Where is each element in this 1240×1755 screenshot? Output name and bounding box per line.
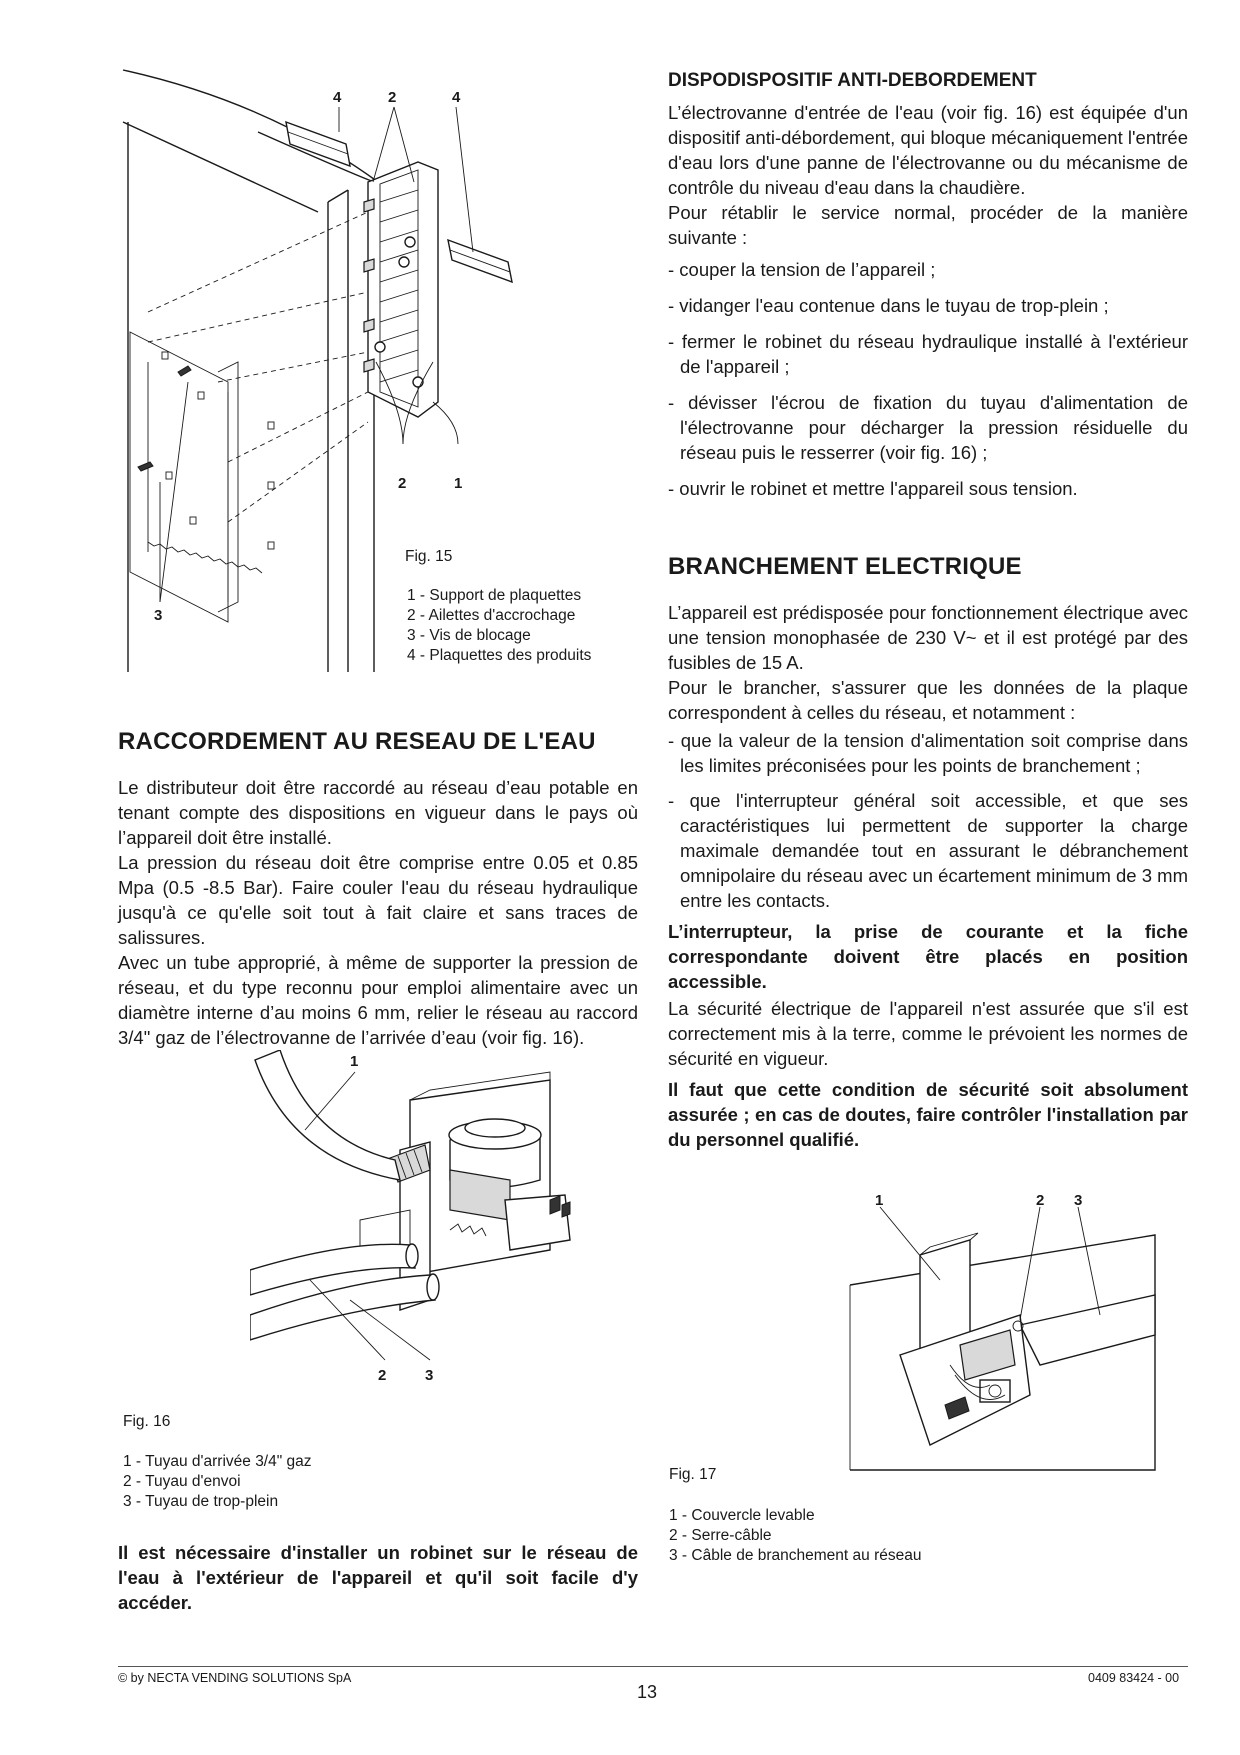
fig15-callout-2b: 2 [398, 475, 407, 492]
electrical-bold-note: L’interrupteur, la prise de courante et la fiche correspondante doivent être placés en position accessible. [668, 921, 1188, 992]
fig17-callout-3: 3 [1074, 1195, 1083, 1209]
electrical-p1: L’appareil est prédisposée pour fonctionnement électrique avec une tension monophasée de 230 V~ et il est protégé par des fusibles de 15 A. [668, 602, 1188, 673]
fig15-legend-item: 3 - Vis de blocage [407, 627, 531, 644]
fig17-legend-item: 1 - Couvercle levable [669, 1507, 815, 1524]
water-connection-heading: RACCORDEMENT AU RESEAU DE L'EAU [118, 728, 596, 755]
anti-overflow-p2: Pour rétablir le service normal, procéder de la manière suivante : [668, 202, 1188, 248]
fig16-legend-item: 1 - Tuyau d'arrivée 3/4" gaz [123, 1453, 312, 1470]
fig15-legend-item: 1 - Support de plaquettes [407, 587, 582, 604]
electrical-p3: La sécurité électrique de l'appareil n'est assurée que s'il est correctement mis à la terre, comme le prévoient les normes de sécurité en vigueur. [668, 998, 1188, 1069]
fig16-callout-1: 1 [350, 1053, 359, 1070]
fig16-caption: Fig. 16 [123, 1413, 171, 1430]
fig17-callout-1: 1 [875, 1195, 884, 1209]
fig16-drawing [250, 1050, 650, 1430]
electrical-safety-note: Il faut que cette condition de sécurité soit absolument assurée ; en cas de doutes, faire contrôler l'installation par du personnel qualifié. [668, 1079, 1188, 1150]
footer-copyright: © by NECTA VENDING SOLUTIONS SpA [118, 1671, 352, 1685]
water-connection-p2: La pression du réseau doit être comprise entre 0.05 et 0.85 Mpa (0.5 -8.5 Bar). Faire couler l'eau du réseau hydraulique jusqu'à ce qu'elle soit tout à fait claire et sans traces de salissures. [118, 852, 638, 948]
anti-overflow-heading: DISPODISPOSITIF ANTI-DEBORDEMENT [668, 70, 1037, 91]
electrical-p2: Pour le brancher, s'assurer que les données de la plaque correspondent à celles du réseau, et notamment : [668, 677, 1188, 723]
anti-overflow-step: - dévisser l'écrou de fixation du tuyau d'alimentation de l'électrovanne pour décharger la pression résiduelle du réseau puis le resserrer (voir fig. 16) ; [668, 392, 1188, 463]
page-number: 13 [637, 1682, 658, 1702]
fig15-legend [407, 586, 591, 666]
fig15-callout-1: 1 [454, 475, 463, 492]
electrical-check: - que l'interrupteur général soit accessible, et que ses caractéristiques lui permettent de supporter la charge maximale demandée tout en assurant le débranchement omnipolaire du réseau avec un écartement minimum de 3 mm entre les contacts. [668, 790, 1188, 911]
anti-overflow-step: - ouvrir le robinet et mettre l'appareil sous tension. [668, 478, 1078, 499]
fig17-legend-item: 2 - Serre-câble [669, 1527, 772, 1544]
fig15-legend-item: 4 - Plaquettes des produits [407, 647, 592, 664]
fig16-legend-item: 2 - Tuyau d'envoi [123, 1473, 241, 1490]
anti-overflow-step: - vidanger l'eau contenue dans le tuyau de trop-plein ; [668, 295, 1109, 316]
fig17-callout-2: 2 [1036, 1195, 1045, 1209]
fig17-legend [669, 1506, 921, 1566]
fig17-legend-item: 3 - Câble de branchement au réseau [669, 1547, 922, 1564]
fig16-callout-2: 2 [378, 1367, 387, 1384]
fig15-callout-3: 3 [154, 607, 163, 624]
water-valve-note: Il est nécessaire d'installer un robinet sur le réseau de l'eau à l'extérieur de l'appareil et qu'il soit facile d'y accéder. [118, 1542, 638, 1613]
footer-rule [118, 1666, 1188, 1667]
water-connection-p3: Avec un tube approprié, à même de supporter la pression de réseau, et du type reconnu pour emploi alimentaire avec un diamètre interne d’au moins 6 mm, relier le réseau au raccord 3/4" gaz de l’électrovanne de l’arrivée d’eau (voir fig. 16). [118, 952, 638, 1048]
fig15-callout-2a: 2 [388, 89, 397, 106]
fig15-legend-item: 2 - Ailettes d'accrochage [407, 607, 576, 624]
electrical-check: - que la valeur de la tension d'alimentation soit comprise dans les limites préconisées pour les points de branchement ; [668, 730, 1188, 776]
anti-overflow-p1: L’électrovanne d'entrée de l'eau (voir fig. 16) est équipée d'un dispositif anti-débordement, qui bloque mécaniquement l'entrée d'eau lors d'une panne de l'électrovanne ou du mécanisme de contrôle du niveau d'eau dans la chaudière. [668, 102, 1188, 198]
anti-overflow-step: - couper la tension de l’appareil ; [668, 259, 936, 280]
water-connection-p1: Le distributeur doit être raccordé au réseau d’eau potable en tenant compte des dispositions en vigueur dans le pays où l’appareil doit être installé. [118, 777, 638, 848]
fig15-callout-4b: 4 [452, 89, 461, 106]
fig15-caption: Fig. 15 [405, 548, 453, 565]
fig17-drawing [840, 1195, 1170, 1485]
fig16-legend-item: 3 - Tuyau de trop-plein [123, 1493, 279, 1510]
fig17-caption: Fig. 17 [669, 1466, 717, 1483]
anti-overflow-step: - fermer le robinet du réseau hydraulique installé à l'extérieur de l'appareil ; [668, 331, 1188, 377]
electrical-heading: BRANCHEMENT ELECTRIQUE [668, 553, 1022, 580]
fig16-legend [123, 1452, 312, 1512]
fig15-callout-4a: 4 [333, 89, 342, 106]
fig16-callout-3: 3 [425, 1367, 434, 1384]
footer-doc-code: 0409 83424 - 00 [1088, 1671, 1180, 1685]
